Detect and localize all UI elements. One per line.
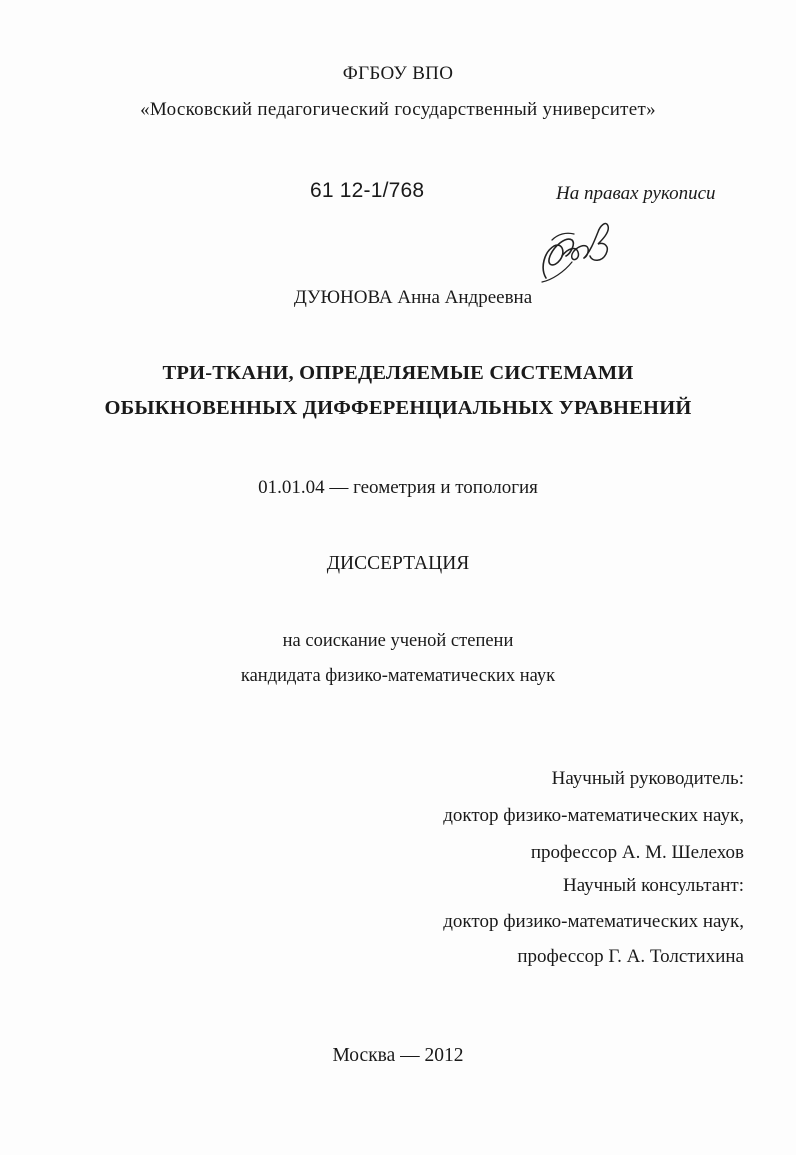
dissertation-title-line-2: ОБЫКНОВЕННЫХ ДИФФЕРЕНЦИАЛЬНЫХ УРАВНЕНИЙ [104,397,692,419]
dissertation-title-line-1: ТРИ-ТКАНИ, ОПРЕДЕЛЯЕМЫЕ СИСТЕМАМИ [162,362,634,384]
consultant-label: Научный консультант: [562,875,744,896]
specialty-code: 01.01.04 — геометрия и топология [258,477,538,498]
university-name: «Московский педагогический государственный университет» [140,99,656,120]
degree-line-2: кандидата физико-математических наук [240,666,556,686]
consultant-name: профессор Г. А. Толстихина [517,946,744,967]
manuscript-rights-note: На правах рукописи [556,183,716,204]
document-type: ДИССЕРТАЦИЯ [326,553,470,574]
advisor-label: Научный руководитель: [551,768,744,789]
organization-short: ФГБОУ ВПО [342,63,454,84]
registration-code: 61 12-1/768 [310,179,425,202]
handwritten-signature [532,212,620,286]
author-name: ДУЮНОВА Анна Андреевна [293,287,533,308]
city-year: Москва — 2012 [332,1045,464,1066]
degree-line-1: на соискание ученой степени [282,631,514,651]
advisor-degree: доктор физико-математических наук, [443,805,744,826]
consultant-degree: доктор физико-математических наук, [443,911,744,932]
advisor-name: профессор А. М. Шелехов [530,842,744,863]
